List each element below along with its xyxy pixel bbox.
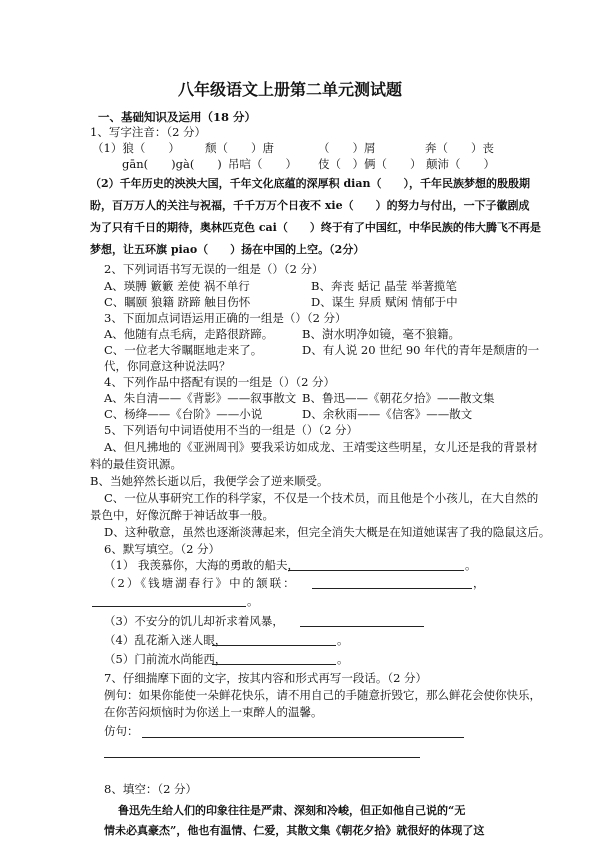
q1-row1-item3: （ ）屑 [318, 141, 376, 155]
period-mark: 。 [247, 594, 259, 608]
q1-row1-item4: 奔（ ）丧 [425, 141, 494, 155]
q4-option-c: C、杨绛——《台阶》——小说 [104, 407, 263, 421]
q1-row1-item1: （1）狼（ ） [92, 141, 180, 155]
answer-blank[interactable] [104, 757, 420, 758]
period-mark: 。 [337, 652, 349, 666]
q1-row2-item1: gān( )gà( ) [122, 157, 222, 171]
q2-title: 2、下列词语书写无误的一组是（）（2 分） [104, 262, 324, 276]
period-mark: 。 [465, 558, 477, 572]
q2-option-c: C、瞩颐 狼籍 跻蹄 触目伤怀 [104, 295, 251, 309]
q5-option-b: B、当她猝然长逝以后，我便学会了逆来顺受。 [90, 474, 329, 488]
q4-option-b: B、鲁迅——《朝花夕拾》——散文集 [302, 391, 495, 405]
q6-item-4: （4）乱花渐入迷人眼， [104, 633, 227, 647]
q3-option-d-cont: 代，你同意这种说法吗？ [104, 359, 231, 373]
q3-option-c: C、一位老大爷瞩眶地走来了。 [104, 343, 263, 357]
q5-option-a-line1: A、但凡拂地的《亚洲周刊》要我采访如成龙、王靖雯这些明星，女儿还是我的背景材 [104, 440, 538, 454]
q6-item-5: （5）门前流水尚能西， [104, 652, 227, 666]
q5-title: 5、下列语句中词语使用不当的一组是（）（2 分） [104, 423, 359, 437]
answer-blank[interactable] [212, 645, 336, 646]
page-title: 八年级语文上册第二单元测试题 [178, 80, 403, 99]
q6-title: 6、默写填空。（2 分） [104, 542, 221, 556]
q4-title: 4、下列作品中搭配有误的一组是（）（2 分） [104, 375, 336, 389]
q5-option-a-line2: 料的最佳资讯源。 [90, 457, 182, 471]
q1-row2-item2: 吊唁（ ） [228, 157, 297, 171]
q3-option-b: B、澍水明净如镜，毫不狼籍。 [302, 327, 460, 341]
q3-title: 3、下面加点词语运用正确的一组是（）（2 分） [104, 311, 347, 325]
q5-option-c-line2: 景色中，好像沉醉于神话故事一般。 [90, 508, 274, 522]
q1-title: 1、写字注音：（2 分） [90, 125, 207, 139]
q3-option-a: A、他随有点毛病，走路很跻蹄。 [104, 327, 274, 341]
q5-option-c-line1: C、一位从事研究工作的科学家，不仅是一个技术员，而且他是个小孩儿，在大自然的 [104, 491, 539, 505]
q7-example-line1: 例句：如果你能使一朵鲜花快乐，请不用自己的手随意折毁它，那么鲜花会使你快乐， [104, 688, 541, 702]
q1-row2-item4: 颠沛（ ） [426, 157, 495, 171]
q8-title: 8、填空：（2 分） [104, 782, 198, 796]
answer-blank[interactable] [92, 606, 246, 607]
comma-mark: ， [473, 576, 485, 590]
answer-blank[interactable] [288, 570, 464, 571]
q7-imitate-label: 仿句： [104, 724, 139, 738]
q6-item-3: （3）不安分的饥儿却祈求着风暴， [104, 614, 284, 628]
answer-blank[interactable] [300, 626, 424, 627]
q1-paragraph-line1: （2）千年历史的泱泱大国，千年文化底蕴的深厚积 dian（ ），千年民族梦想的殷殷期 [90, 177, 530, 190]
q7-example-line2: 在你苦闷烦恼时为你送上一束醉人的温馨。 [104, 705, 323, 719]
q8-text-line2: 情未必真豪杰”，他也有温情、仁爱，其散文集《朝花夕拾》就很好的体现了这 [104, 824, 485, 837]
q7-title: 7、仔细揣摩下面的文字，按其内容和形式再写一段话。（2 分） [104, 671, 428, 685]
q3-option-d: D、有人说 20 世纪 90 年代的青年是颓唐的一 [302, 343, 540, 357]
q1-row2-item3: 伎（ ）俩（ ） [318, 157, 422, 171]
answer-blank[interactable] [142, 737, 464, 738]
section-heading: 一、基础知识及运用（18 分） [98, 110, 257, 124]
q4-option-a: A、朱自清——《背影》——叙事散文 [104, 391, 297, 405]
q4-option-d: D、余秋雨——《信客》——散文 [302, 407, 473, 421]
answer-blank[interactable] [212, 664, 336, 665]
period-mark: 。 [337, 633, 349, 647]
q5-option-d: D、这种敬意，虽然也逐渐淡薄起来，但完全消失大概是在知道她谋害了我的隐鼠这后。 [104, 525, 551, 539]
answer-blank[interactable] [312, 588, 472, 589]
q1-paragraph-line3: 为了只有千日的期待，奥林匹克色 cai（ ）终于有了中国红，中华民族的伟大腾飞不再是 [90, 221, 541, 234]
q2-option-b: B、奔丧 蛞记 晶莹 举著揽笔 [311, 279, 457, 293]
q6-item-2: （2）《钱塘湖春行》中的颔联： [104, 576, 297, 590]
q1-paragraph-line4: 梦想，让五环旗 piao（ ）扬在中国的上空。（2分） [90, 243, 365, 256]
q1-paragraph-line2: 盼，百万万人的关注与祝福，千千万万个日夜不 xie（ ）的努力与付出，一下子徽剧成 [90, 199, 530, 212]
q2-option-d: D、谋生 舁质 赋闲 情郁于中 [311, 295, 458, 309]
q8-text-line1: 鲁迅先生给人们的印象往往是严肃、深刻和冷峻，但正如他自己说的“无 [118, 804, 466, 817]
q6-item-1: （1） 我羡慕你，大海的勇敢的船夫， [104, 558, 299, 572]
q2-option-a: A、瑛膊 籔籔 差使 祸不单行 [104, 279, 250, 293]
q1-row1-item2: 颓（ ）唐 [205, 141, 274, 155]
